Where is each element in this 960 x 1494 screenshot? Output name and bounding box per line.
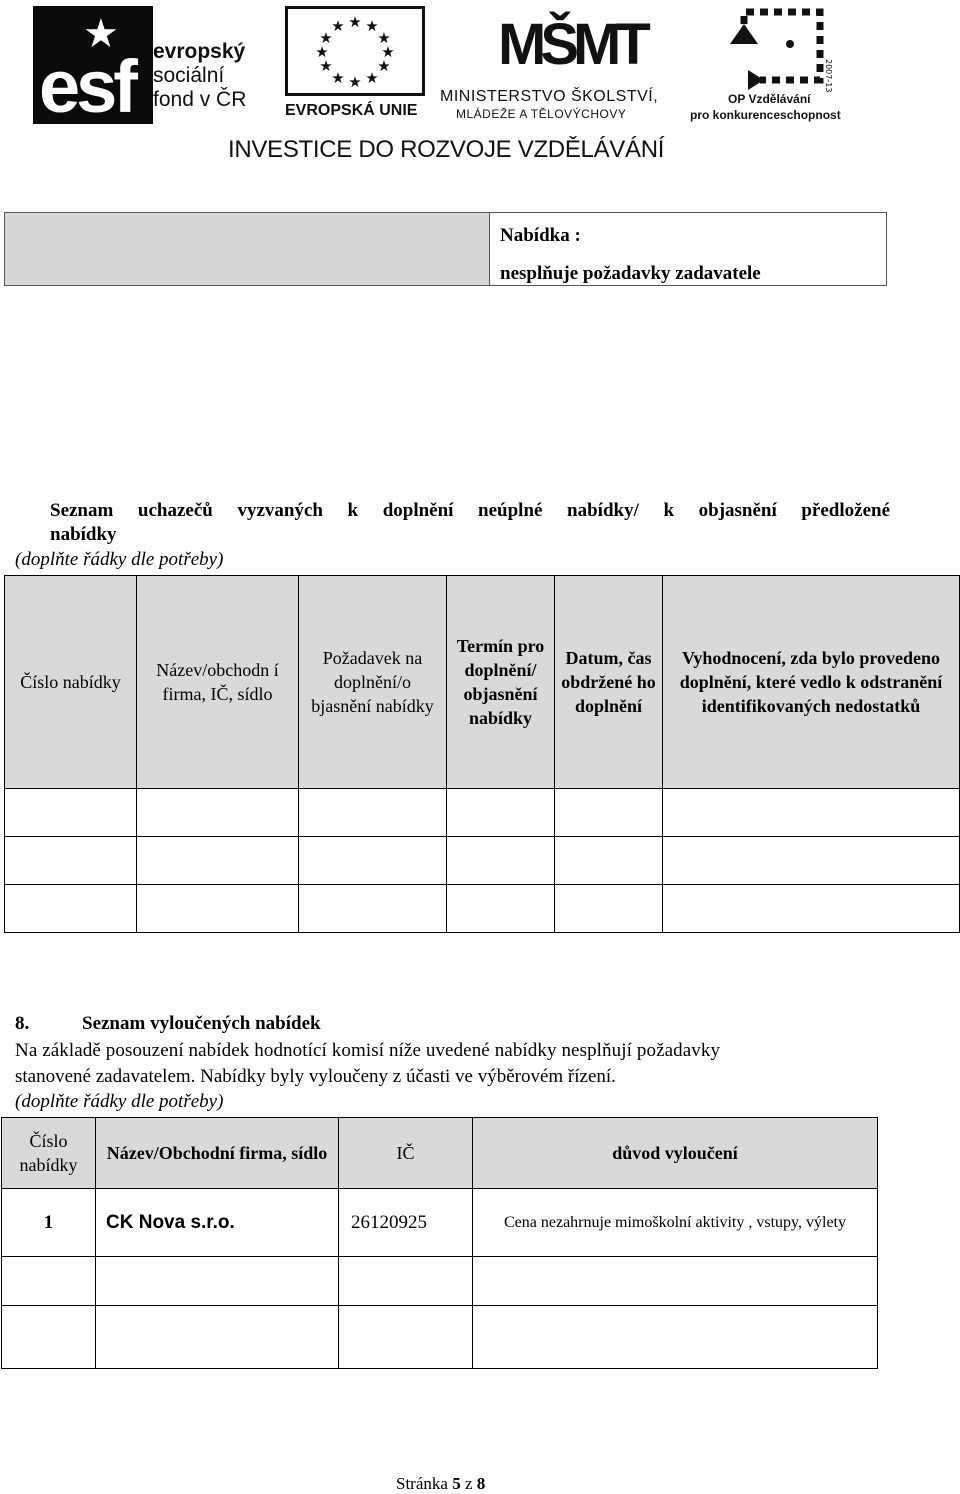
- header-offer-number: Číslo nabídky: [2, 1118, 96, 1189]
- table-cell[interactable]: [5, 837, 137, 885]
- svg-text:★: ★: [319, 29, 333, 47]
- svg-text:★: ★: [377, 29, 391, 47]
- table-cell[interactable]: [299, 789, 447, 837]
- page-footer: [396, 1474, 485, 1494]
- svg-text:★: ★: [348, 13, 362, 31]
- eu-label: EVROPSKÁ UNIE: [285, 102, 418, 119]
- op-logo-icon: [720, 4, 833, 93]
- section8-paragraph-line1: Na základě posouzení nabídek hodnotící komisí níže uvedené nabídky nesplňují požadavky: [15, 1040, 721, 1061]
- svg-text:★: ★: [315, 43, 329, 61]
- tagline: INVESTICE DO ROZVOJE VZDĚLÁVÁNÍ: [228, 136, 665, 163]
- table-row: [2, 1257, 878, 1306]
- msmt-line1: MINISTERSTVO ŠKOLSTVÍ,: [440, 88, 659, 105]
- msmt-line2: MLÁDEŽE A TĚLOVÝCHOVY: [456, 107, 627, 121]
- table-header-row: [2, 1118, 878, 1189]
- header-deadline: Termín pro doplnění/ objasnění nabídky: [447, 576, 555, 789]
- op-logo: [690, 4, 860, 122]
- offer-label: Nabídka :: [500, 225, 581, 246]
- section8-hint: (doplňte řádky dle potřeby): [15, 1091, 224, 1112]
- cell-ic[interactable]: 26120925: [339, 1189, 473, 1257]
- header-company: Název/obchodn í firma, IČ, sídlo: [137, 576, 299, 789]
- table-row: [5, 837, 960, 885]
- table-row: [5, 885, 960, 933]
- section1-title-line2: nabídky: [50, 524, 117, 545]
- op-subtitle: pro konkurenceschopnost: [690, 108, 841, 122]
- table-cell[interactable]: [2, 1257, 96, 1306]
- table-cell[interactable]: [339, 1257, 473, 1306]
- svg-text:★: ★: [331, 17, 345, 35]
- table-cell[interactable]: [299, 885, 447, 933]
- table-cell[interactable]: [96, 1306, 339, 1369]
- svg-text:2007-13: 2007-13: [824, 59, 833, 93]
- offer-value: nesplňuje požadavky zadavatele: [500, 263, 761, 284]
- svg-text:★: ★: [319, 57, 333, 75]
- table-cell[interactable]: [663, 837, 960, 885]
- svg-text:★: ★: [331, 69, 345, 87]
- table-cell[interactable]: [137, 837, 299, 885]
- svg-text:★: ★: [348, 73, 362, 91]
- msmt-mark: MŠMT: [498, 12, 645, 77]
- table-cell[interactable]: [2, 1306, 96, 1369]
- svg-text:★: ★: [377, 57, 391, 75]
- svg-text:★: ★: [365, 17, 379, 35]
- op-title: OP Vzdělávání: [728, 92, 811, 106]
- header-offer-number: Číslo nabídky: [5, 576, 137, 789]
- esf-logo-mark: [33, 6, 153, 128]
- svg-text:★: ★: [365, 69, 379, 87]
- table-cell[interactable]: [663, 885, 960, 933]
- section8-number: 8.: [15, 1013, 30, 1034]
- footer-separator: z: [464, 1474, 473, 1493]
- table-cell[interactable]: [447, 885, 555, 933]
- excluded-offers-table: [1, 1117, 878, 1369]
- cell-reason[interactable]: Cena nezahrnuje mimoškolní aktivity , vstupy, výlety: [473, 1189, 878, 1257]
- table-cell[interactable]: [555, 789, 663, 837]
- header-received: Datum, čas obdržené ho doplnění: [555, 576, 663, 789]
- table-cell[interactable]: [555, 885, 663, 933]
- table-cell[interactable]: [555, 837, 663, 885]
- esf-logo-text: [153, 40, 246, 112]
- eu-flag-icon: [285, 6, 425, 96]
- table-cell[interactable]: [473, 1306, 878, 1369]
- table-cell[interactable]: [447, 789, 555, 837]
- footer-page-number: 5: [452, 1474, 461, 1493]
- table-cell[interactable]: [5, 885, 137, 933]
- table-cell[interactable]: [447, 837, 555, 885]
- msmt-logo: [440, 4, 690, 122]
- esf-line3: fond v ČR: [153, 88, 247, 111]
- section8-paragraph-line2: stanovené zadavatelem. Nabídky byly vyloučeny z účasti ve výběrovém řízení.: [15, 1066, 616, 1087]
- table-row: [2, 1306, 878, 1369]
- cell-offer-number[interactable]: 1: [2, 1189, 96, 1257]
- header-company: Název/Obchodní firma, sídlo: [96, 1118, 339, 1189]
- table-cell[interactable]: [137, 789, 299, 837]
- esf-line1: evropský: [153, 40, 246, 63]
- table-cell[interactable]: [137, 885, 299, 933]
- esf-line2: sociální: [153, 64, 225, 87]
- table-header-row: [5, 576, 960, 789]
- table-row: [5, 789, 960, 837]
- header-ic: IČ: [339, 1118, 473, 1189]
- section8-heading: [15, 1013, 321, 1035]
- offer-status-box: [4, 212, 887, 286]
- svg-text:★: ★: [381, 43, 395, 61]
- footer-prefix: Stránka: [396, 1474, 448, 1493]
- star-icon: ★: [83, 11, 119, 56]
- table-cell[interactable]: [299, 837, 447, 885]
- section1-title-line1: Seznam uchazečů vyzvaných k doplnění neúplné nabídky/ k objasnění předložené: [50, 500, 890, 521]
- eu-logo: [285, 6, 430, 124]
- table-cell[interactable]: [473, 1257, 878, 1306]
- table-row: [2, 1189, 878, 1257]
- table-cell[interactable]: [663, 789, 960, 837]
- table-cell[interactable]: [5, 789, 137, 837]
- header-reason: důvod vyloučení: [473, 1118, 878, 1189]
- section1-hint: (doplňte řádky dle potřeby): [15, 549, 224, 570]
- table-cell[interactable]: [96, 1257, 339, 1306]
- header-evaluation: Vyhodnocení, zda bylo provedeno doplnění, které vedlo k odstranění identifikovaných nedostatků: [663, 576, 960, 789]
- section8-title: Seznam vyloučených nabídek: [82, 1013, 321, 1034]
- offer-status-shaded-cell: [5, 213, 490, 285]
- supplement-requests-table: [4, 575, 960, 933]
- table-cell[interactable]: [339, 1306, 473, 1369]
- esf-letters: esf: [39, 45, 134, 128]
- header-request: Požadavek na doplnění/o bjasnění nabídky: [299, 576, 447, 789]
- footer-total-pages: 8: [476, 1474, 486, 1493]
- cell-company[interactable]: CK Nova s.r.o.: [96, 1189, 339, 1257]
- esf-logo: [33, 6, 273, 128]
